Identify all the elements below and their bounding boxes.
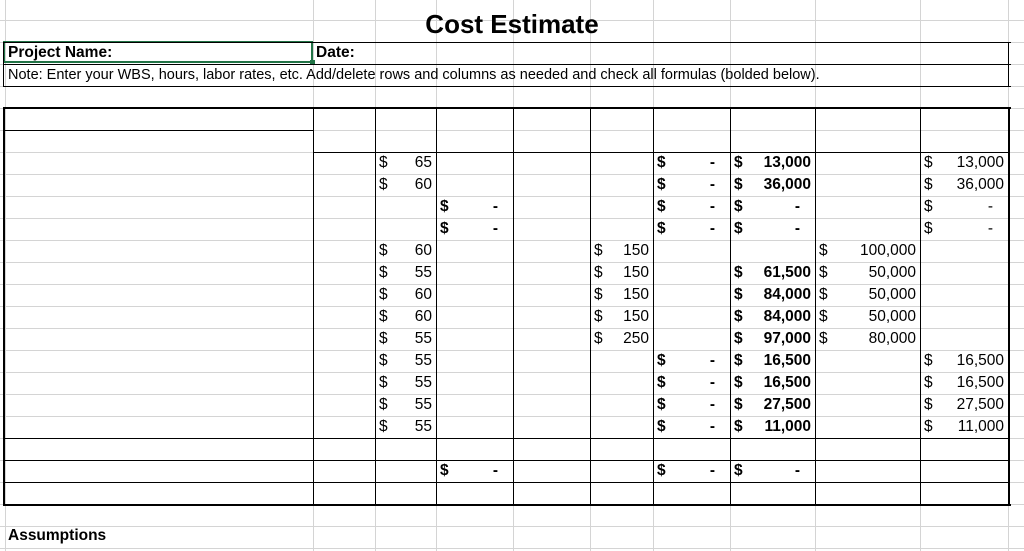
total-labor[interactable] — [731, 284, 814, 306]
cell-value: 27,500 — [956, 396, 1004, 413]
cell-value: 55 — [414, 374, 432, 391]
total-labor[interactable] — [732, 240, 812, 262]
header-internal-labor[interactable] — [315, 108, 372, 130]
wbs-category[interactable] — [7, 240, 337, 262]
currency-symbol: $ — [819, 286, 828, 303]
header-external-total[interactable] — [655, 108, 727, 130]
table-column-border — [815, 107, 816, 505]
header-external-labor[interactable] — [515, 108, 587, 130]
total-border — [3, 482, 1009, 483]
table-column-border — [590, 107, 591, 505]
total-cost[interactable] — [921, 218, 1007, 240]
internal-hours[interactable] — [315, 240, 372, 262]
internal-rate[interactable] — [376, 416, 435, 438]
cell-value: 27,500 — [763, 396, 811, 413]
subtotal-border — [3, 438, 1009, 439]
external-rate[interactable] — [591, 306, 652, 328]
total-labor[interactable] — [731, 196, 814, 218]
internal-hours[interactable] — [315, 174, 372, 196]
table-column-border — [653, 107, 654, 505]
internal-rate[interactable] — [376, 328, 435, 350]
currency-symbol: $ — [924, 374, 933, 391]
internal-total[interactable] — [438, 328, 510, 350]
total-cost[interactable] — [921, 350, 1007, 372]
internal-rate[interactable] — [376, 152, 435, 174]
subtotal-label[interactable] — [7, 438, 310, 460]
currency-symbol: $ — [657, 374, 666, 391]
internal-total[interactable] — [438, 416, 510, 438]
wbs-category[interactable] — [7, 284, 337, 306]
currency-symbol: $ — [734, 462, 743, 479]
wbs-category[interactable] — [7, 328, 320, 350]
wbs-category[interactable] — [7, 306, 337, 328]
currency-symbol: $ — [379, 176, 388, 193]
currency-symbol: $ — [379, 154, 388, 171]
external-total[interactable] — [654, 350, 729, 372]
total-cost[interactable] — [921, 196, 1007, 218]
cell-value: - — [987, 220, 993, 237]
cell-value: 16,500 — [763, 352, 811, 369]
currency-symbol: $ — [440, 462, 449, 479]
cell-value: 60 — [414, 308, 432, 325]
reserves-labor[interactable] — [731, 460, 814, 482]
note-row-border — [3, 86, 1011, 87]
external-rate[interactable] — [591, 284, 652, 306]
external-total[interactable] — [654, 196, 729, 218]
total-labor[interactable] — [731, 262, 814, 284]
internal-hours[interactable] — [315, 152, 372, 174]
header-external-labor[interactable] — [515, 130, 587, 152]
table-left-border — [3, 107, 5, 505]
total-cost[interactable] — [922, 262, 1005, 284]
cell-value: - — [794, 198, 800, 215]
internal-hours[interactable] — [315, 394, 372, 416]
cell-value: 50,000 — [868, 264, 916, 281]
total-internal[interactable] — [438, 482, 510, 504]
header-internal-labor[interactable] — [315, 130, 372, 152]
cell-value: - — [709, 418, 715, 435]
table-column-border — [313, 107, 314, 505]
cell-value: 150 — [623, 286, 649, 303]
reserves-internal[interactable] — [437, 460, 512, 482]
total-nonlabor[interactable] — [817, 482, 917, 504]
currency-symbol: $ — [819, 242, 828, 259]
currency-symbol: $ — [379, 308, 388, 325]
currency-symbol: $ — [379, 264, 388, 281]
currency-symbol: $ — [657, 352, 666, 369]
currency-symbol: $ — [734, 176, 743, 193]
cell-value: 55 — [414, 330, 432, 347]
cell-value: 11,000 — [957, 418, 1004, 435]
wbs-category[interactable] — [7, 152, 310, 174]
internal-total[interactable] — [438, 152, 510, 174]
cell-value: 13,000 — [956, 154, 1004, 171]
currency-symbol: $ — [819, 330, 828, 347]
internal-hours[interactable] — [315, 350, 372, 372]
internal-rate[interactable] — [376, 372, 435, 394]
cell-value: - — [492, 220, 498, 237]
note-text[interactable]: Note: Enter your WBS, hours, labor rates, etc. Add/delete rows and columns as needed and check all formulas (bolded below). — [8, 67, 820, 83]
total-labor[interactable] — [731, 328, 814, 350]
currency-symbol: $ — [657, 220, 666, 237]
cell-value: - — [709, 374, 715, 391]
total-labor[interactable] — [731, 350, 814, 372]
currency-symbol: $ — [924, 198, 933, 215]
external-hours[interactable] — [515, 306, 587, 328]
currency-symbol: $ — [379, 396, 388, 413]
currency-symbol: $ — [734, 418, 743, 435]
cell-value: - — [492, 462, 498, 479]
currency-symbol: $ — [734, 374, 743, 391]
currency-symbol: $ — [924, 176, 933, 193]
cell-value: 84,000 — [763, 308, 811, 325]
external-total[interactable] — [654, 152, 729, 174]
currency-symbol: $ — [440, 198, 449, 215]
table-right-border — [1008, 107, 1010, 505]
internal-hours[interactable] — [315, 262, 372, 284]
cell-value: 36,000 — [763, 176, 811, 193]
wbs-category[interactable] — [7, 262, 337, 284]
cell-value: 16,500 — [763, 374, 811, 391]
reserves-external[interactable] — [654, 460, 729, 482]
currency-symbol: $ — [594, 308, 603, 325]
currency-symbol: $ — [657, 396, 666, 413]
wbs-category[interactable] — [7, 416, 310, 438]
gridline-horizontal — [0, 548, 1024, 549]
header-border — [3, 130, 313, 131]
currency-symbol: $ — [657, 462, 666, 479]
internal-total[interactable] — [438, 372, 510, 394]
external-rate[interactable] — [591, 240, 652, 262]
header-rate[interactable] — [377, 108, 433, 130]
currency-symbol: $ — [734, 286, 743, 303]
cell-value: 250 — [623, 330, 649, 347]
currency-symbol: $ — [379, 374, 388, 391]
cell-value: - — [709, 176, 715, 193]
external-total[interactable] — [654, 394, 729, 416]
cell-value: 16,500 — [956, 374, 1004, 391]
currency-symbol: $ — [379, 352, 388, 369]
table-top-border — [3, 107, 1011, 109]
total-cost[interactable] — [921, 416, 1007, 438]
external-total[interactable] — [655, 328, 727, 350]
external-total[interactable] — [654, 218, 729, 240]
total-external[interactable] — [655, 482, 727, 504]
header-wbs[interactable] — [7, 130, 310, 152]
wbs-category[interactable] — [7, 196, 310, 218]
external-rate[interactable] — [591, 328, 652, 350]
internal-hours[interactable] — [315, 284, 372, 306]
nonlabor-cost[interactable] — [816, 284, 919, 306]
header-total-labor[interactable] — [732, 108, 812, 130]
cell-value: 60 — [414, 176, 432, 193]
currency-symbol: $ — [734, 198, 743, 215]
cell-value: - — [709, 154, 715, 171]
currency-symbol: $ — [379, 286, 388, 303]
internal-total[interactable] — [438, 262, 510, 284]
currency-symbol: $ — [734, 154, 743, 171]
total-external-hours[interactable] — [515, 482, 587, 504]
total-labor[interactable] — [731, 394, 814, 416]
cell-value: 55 — [414, 396, 432, 413]
total-external-rate[interactable] — [592, 482, 650, 504]
internal-rate[interactable] — [376, 284, 435, 306]
currency-symbol: $ — [924, 418, 933, 435]
currency-symbol: $ — [379, 418, 388, 435]
external-total[interactable] — [654, 416, 729, 438]
cell-value: 55 — [414, 264, 432, 281]
reserves-total-cost[interactable] — [922, 460, 1005, 482]
currency-symbol: $ — [734, 220, 743, 237]
internal-rate[interactable] — [376, 262, 435, 284]
cell-value: 100,000 — [859, 242, 916, 259]
currency-symbol: $ — [819, 264, 828, 281]
header-nonlabor[interactable] — [817, 108, 917, 130]
external-rate[interactable] — [591, 262, 652, 284]
table-column-border — [513, 107, 514, 505]
cell-value: 84,000 — [763, 286, 811, 303]
cell-value: 11,000 — [764, 418, 811, 435]
cell-value: - — [987, 198, 993, 215]
header-external-total[interactable] — [655, 130, 727, 152]
total-cost[interactable] — [922, 482, 1005, 504]
currency-symbol: $ — [379, 242, 388, 259]
cell-value: 55 — [414, 352, 432, 369]
external-total[interactable] — [655, 284, 727, 306]
date-label[interactable]: Date: — [316, 44, 355, 61]
internal-hours[interactable] — [315, 328, 372, 350]
external-hours[interactable] — [515, 240, 587, 262]
cell-value: 50,000 — [868, 308, 916, 325]
total-cost[interactable] — [921, 174, 1007, 196]
external-hours[interactable] — [515, 328, 587, 350]
assumptions-label[interactable]: Assumptions — [8, 527, 107, 544]
currency-symbol: $ — [657, 176, 666, 193]
sheet-title: Cost Estimate — [425, 9, 599, 39]
external-total[interactable] — [655, 306, 727, 328]
cell-value: 61,500 — [763, 264, 811, 281]
internal-rate[interactable] — [376, 394, 435, 416]
external-total[interactable] — [655, 262, 727, 284]
internal-hours[interactable] — [315, 416, 372, 438]
total-labor[interactable] — [732, 482, 812, 504]
cell-value: 36,000 — [956, 176, 1004, 193]
internal-total[interactable] — [438, 284, 510, 306]
cell-value: 16,500 — [956, 352, 1004, 369]
nonlabor-cost[interactable] — [816, 328, 919, 350]
total-cost[interactable] — [921, 394, 1007, 416]
total-cost[interactable] — [922, 240, 1005, 262]
nonlabor-cost[interactable] — [816, 262, 919, 284]
currency-symbol: $ — [734, 352, 743, 369]
total-cost[interactable] — [921, 372, 1007, 394]
external-total[interactable] — [654, 372, 729, 394]
table-column-border — [730, 107, 731, 505]
table-column-border — [920, 107, 921, 505]
internal-total[interactable] — [438, 240, 510, 262]
currency-symbol: $ — [734, 396, 743, 413]
total-labor[interactable] — [731, 306, 814, 328]
cell-value: 60 — [414, 286, 432, 303]
internal-total[interactable] — [437, 196, 512, 218]
wbs-category[interactable] — [7, 394, 310, 416]
table-bottom-border — [3, 504, 1011, 506]
internal-hours[interactable] — [315, 372, 372, 394]
total-label[interactable] — [7, 482, 310, 504]
currency-symbol: $ — [594, 286, 603, 303]
total-labor[interactable] — [731, 372, 814, 394]
cell-value: 60 — [414, 242, 432, 259]
total-labor[interactable] — [731, 152, 814, 174]
project-row-border — [3, 42, 4, 86]
cell-value: 65 — [414, 154, 432, 171]
cell-value: 13,000 — [763, 154, 811, 171]
currency-symbol: $ — [924, 396, 933, 413]
internal-hours[interactable] — [315, 306, 372, 328]
currency-symbol: $ — [657, 198, 666, 215]
reserves-label[interactable] — [7, 460, 310, 482]
cell-value: - — [709, 462, 715, 479]
nonlabor-cost[interactable] — [816, 306, 919, 328]
gridline-vertical — [5, 0, 6, 551]
cell-value: - — [709, 198, 715, 215]
currency-symbol: $ — [734, 308, 743, 325]
cell-value: - — [794, 462, 800, 479]
internal-total[interactable] — [437, 218, 512, 240]
total-cost[interactable] — [922, 284, 1005, 306]
external-hours[interactable] — [515, 262, 587, 284]
internal-rate[interactable] — [376, 350, 435, 372]
cell-value: - — [492, 198, 498, 215]
currency-symbol: $ — [924, 352, 933, 369]
wbs-category[interactable] — [7, 174, 310, 196]
header-internal-total[interactable] — [438, 130, 510, 152]
header-border — [313, 152, 1008, 153]
total-cost[interactable] — [921, 152, 1007, 174]
currency-symbol: $ — [819, 308, 828, 325]
internal-total[interactable] — [438, 350, 510, 372]
nonlabor-cost[interactable] — [816, 240, 919, 262]
cell-value: - — [709, 352, 715, 369]
currency-symbol: $ — [379, 330, 388, 347]
total-labor[interactable] — [731, 416, 814, 438]
internal-rate[interactable] — [376, 306, 435, 328]
currency-symbol: $ — [924, 220, 933, 237]
internal-rate[interactable] — [376, 174, 435, 196]
external-hours[interactable] — [515, 284, 587, 306]
cell-value: 150 — [623, 242, 649, 259]
internal-total[interactable] — [438, 174, 510, 196]
currency-symbol: $ — [924, 154, 933, 171]
total-labor[interactable] — [731, 174, 814, 196]
cell-value: 55 — [414, 418, 432, 435]
header-total-labor[interactable] — [732, 130, 812, 152]
currency-symbol: $ — [734, 330, 743, 347]
wbs-category[interactable] — [7, 218, 320, 240]
cell-value: 150 — [623, 264, 649, 281]
currency-symbol: $ — [594, 264, 603, 281]
cell-value: 80,000 — [868, 330, 916, 347]
external-total[interactable] — [654, 174, 729, 196]
cell-value: - — [709, 396, 715, 413]
currency-symbol: $ — [657, 418, 666, 435]
subtotal-total-cost[interactable] — [922, 438, 1005, 460]
internal-rate[interactable] — [376, 240, 435, 262]
header-total-cost[interactable] — [922, 108, 1005, 130]
table-column-border — [436, 107, 437, 505]
project-name-label[interactable]: Project Name: — [8, 44, 113, 61]
project-row-border — [3, 42, 1011, 43]
cell-value: 97,000 — [763, 330, 811, 347]
internal-total[interactable] — [438, 394, 510, 416]
currency-symbol: $ — [594, 242, 603, 259]
header-ext-rate[interactable] — [592, 108, 650, 130]
reserves-border — [3, 460, 1009, 461]
internal-total[interactable] — [438, 306, 510, 328]
wbs-category[interactable] — [7, 350, 320, 372]
cell-value: 150 — [623, 308, 649, 325]
currency-symbol: $ — [440, 220, 449, 237]
note-row-border — [3, 64, 1011, 65]
external-total[interactable] — [655, 240, 727, 262]
total-internal-hours[interactable] — [315, 482, 372, 504]
total-labor[interactable] — [731, 218, 814, 240]
cell-value: - — [794, 220, 800, 237]
project-row-border — [1008, 42, 1009, 86]
currency-symbol: $ — [594, 330, 603, 347]
cell-value: - — [709, 220, 715, 237]
total-cost[interactable] — [922, 328, 1005, 350]
table-column-border — [375, 107, 376, 505]
header-internal-total[interactable] — [438, 108, 510, 130]
currency-symbol: $ — [657, 154, 666, 171]
currency-symbol: $ — [734, 264, 743, 281]
total-cost[interactable] — [922, 306, 1005, 328]
wbs-category[interactable] — [7, 372, 320, 394]
cell-value: 50,000 — [868, 286, 916, 303]
